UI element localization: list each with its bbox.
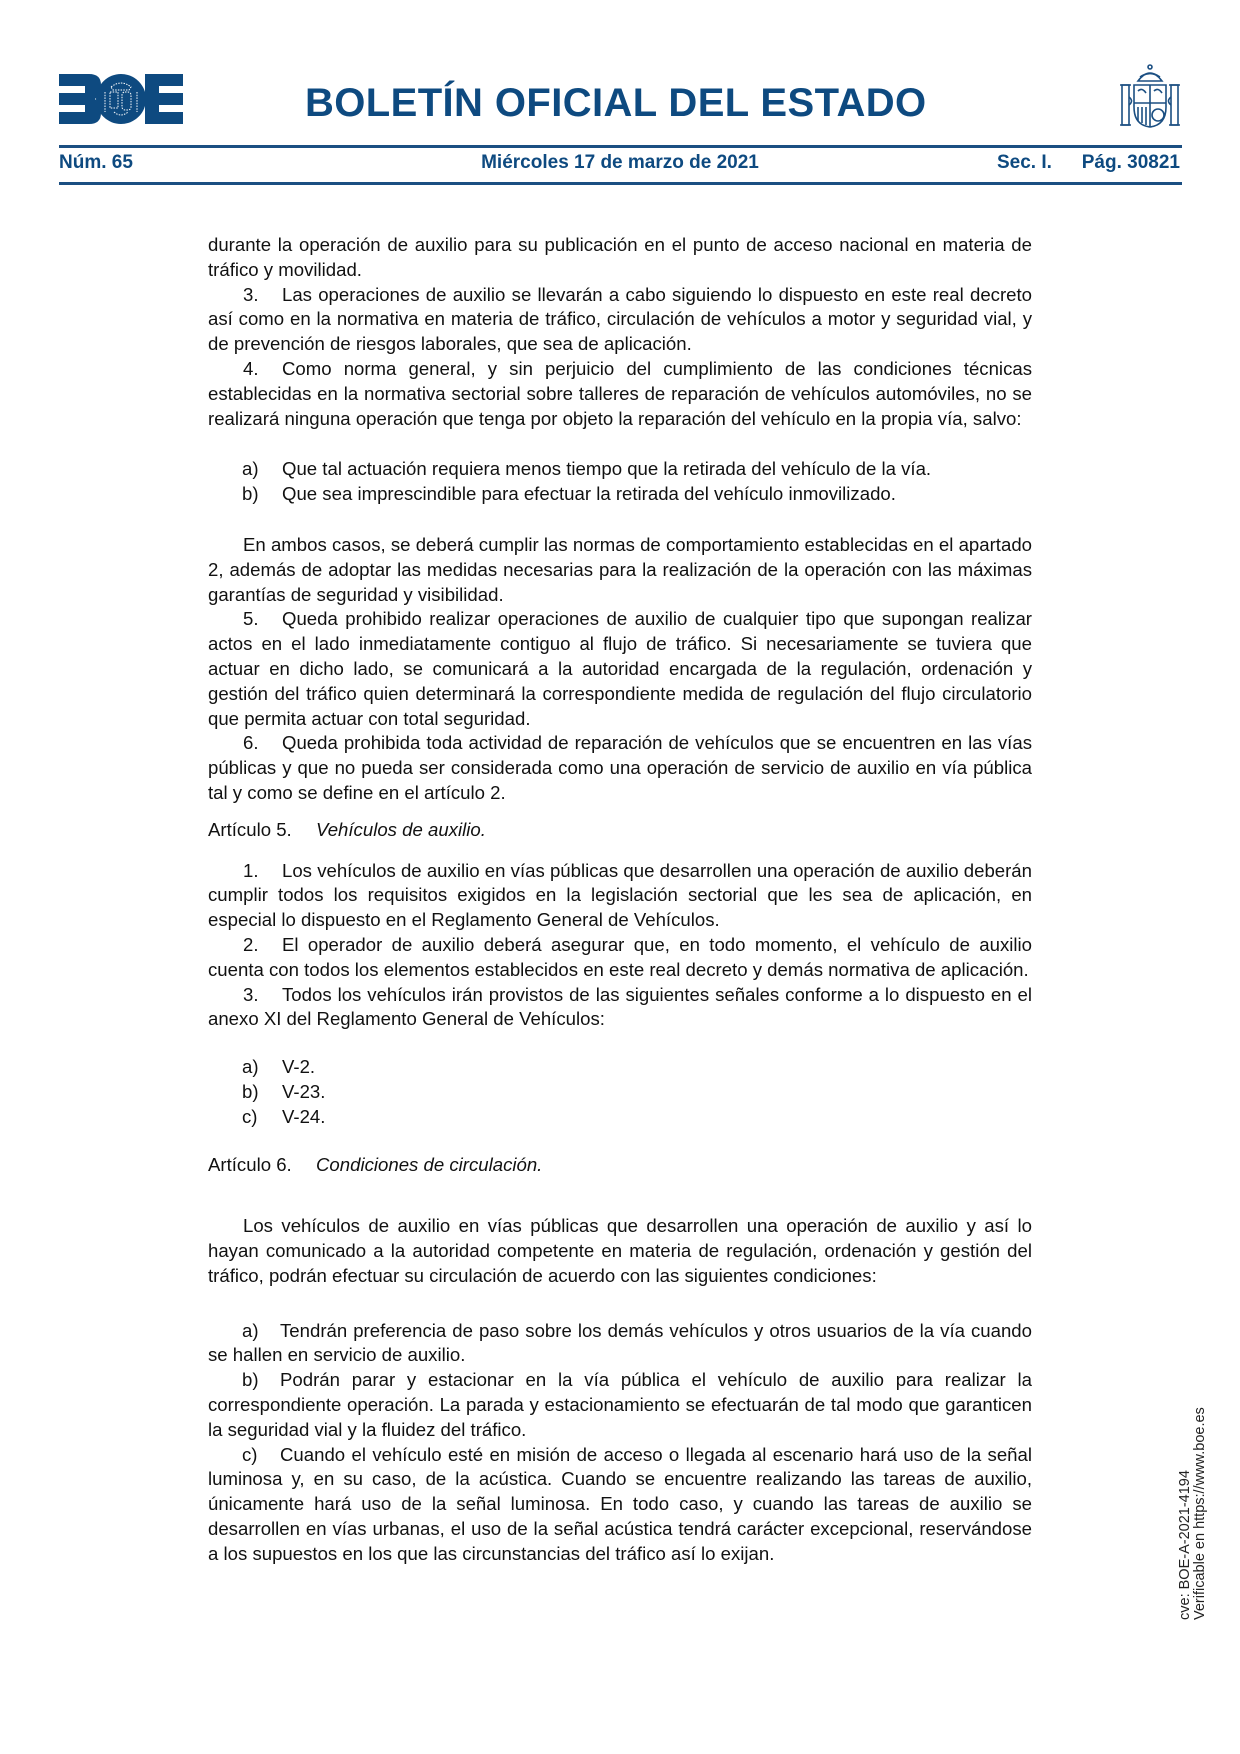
list-marker: b) bbox=[242, 483, 259, 505]
list-text: V-23. bbox=[282, 1080, 326, 1102]
paragraph-text: Como norma general, y sin perjuicio del cumplimiento de las condiciones técnicas establecidas en la normativa sectorial sobre talleres de reparación de vehículos automóviles, no se realizará ninguna operación que tenga por objeto la reparación del vehículo en la propia vía, salvo: bbox=[208, 357, 1032, 429]
section-label: Sec. I. bbox=[997, 152, 1052, 173]
list-text: Cuando el vehículo esté en misión de acceso o llegada al escenario hará uso de la señal luminosa y, en su caso, de la acústica. Cuando se encuentre realizando las tareas de auxilio, únicamente hará uso de la señal luminosa. En todo caso, y cuando las tareas de auxilio se desarrollen en vías urbanas, el uso de la señal acústica tendrá carácter excepcional, reservándose a los supuestos en los que las circunstancias del tráfico así lo exijan. bbox=[208, 1443, 1032, 1564]
list-item bbox=[208, 1080, 1032, 1105]
list-text: Podrán parar y estacionar en la vía pública el vehículo de auxilio para realizar la correspondiente operación. La parada y estacionamiento se efectuarán de tal modo que garanticen la seguridad vial y la fluidez del tráfico. bbox=[208, 1369, 1032, 1440]
list-item bbox=[208, 1105, 1032, 1130]
page-number: Pág. 30821 bbox=[1081, 152, 1180, 173]
paragraph-text: Todos los vehículos irán provistos de las siguientes señales conforme a lo dispuesto en el anexo XI del Reglamento General de Vehículos: bbox=[208, 983, 1032, 1030]
paragraph-text: Queda prohibida toda actividad de reparación de vehículos que se encuentren en las vías públicas y que no pueda ser considerada como una operación de servicio de auxilio en vía pública tal y como se define en el artículo 2. bbox=[208, 732, 1032, 803]
list-marker: a) bbox=[242, 1056, 259, 1078]
article-title: Vehículos de auxilio. bbox=[316, 818, 486, 840]
article-heading bbox=[208, 1153, 1032, 1178]
list-marker: c) bbox=[242, 1443, 258, 1465]
numbered-paragraph bbox=[208, 859, 1032, 933]
cve-code: cve: BOE-A-2021-4194 bbox=[1177, 1470, 1193, 1620]
numbered-paragraph bbox=[208, 983, 1032, 1033]
paragraph-number: 2. bbox=[243, 933, 259, 955]
header-rule-top bbox=[59, 145, 1182, 148]
list-item bbox=[208, 1319, 1032, 1369]
list-text: Que tal actuación requiera menos tiempo que la retirada del vehículo de la vía. bbox=[282, 458, 932, 480]
boe-logo bbox=[59, 74, 183, 124]
numbered-paragraph bbox=[208, 731, 1032, 805]
publication-title: BOLETÍN OFICIAL DEL ESTADO bbox=[305, 81, 927, 125]
paragraph-number: 3. bbox=[243, 283, 259, 305]
paragraph-number: 1. bbox=[243, 859, 259, 881]
list-item bbox=[208, 457, 1032, 482]
paragraph-number: 4. bbox=[243, 357, 259, 379]
list-marker: c) bbox=[242, 1105, 258, 1127]
header-rule-bottom bbox=[59, 182, 1182, 185]
list-item bbox=[208, 1368, 1032, 1442]
list-item bbox=[208, 482, 1032, 507]
article-heading bbox=[208, 818, 1032, 843]
paragraph-continuation: durante la operación de auxilio para su publicación en el punto de acceso nacional en materia de tráfico y movilidad. bbox=[208, 234, 1032, 280]
numbered-paragraph bbox=[208, 357, 1032, 431]
list-marker: a) bbox=[242, 458, 259, 480]
paragraph-text: El operador de auxilio deberá asegurar que, en todo momento, el vehículo de auxilio cuenta con todos los elementos establecidos en este real decreto y demás normativa de aplicación. bbox=[208, 933, 1032, 980]
article-label: Artículo 5. bbox=[208, 818, 292, 840]
numbered-paragraph bbox=[208, 607, 1032, 731]
article-title: Condiciones de circulación. bbox=[316, 1153, 543, 1175]
paragraph-text: Queda prohibido realizar operaciones de auxilio de cualquier tipo que supongan realizar actos en el lado inmediatamente contiguo al flujo de tráfico. Si necesariamente se tuviera que actuar en dicho lado, se comunicará a la autoridad encargada de la regulación, ordenación y gestión del tráfico quien determinará la correspondiente medida de regulación del flujo circulatorio que permita actuar con total seguridad. bbox=[208, 608, 1032, 729]
list-text: V-2. bbox=[282, 1056, 316, 1078]
paragraph-number: 6. bbox=[243, 732, 259, 754]
article-label: Artículo 6. bbox=[208, 1153, 292, 1175]
list-marker: a) bbox=[242, 1319, 259, 1341]
paragraph-number: 3. bbox=[243, 983, 259, 1005]
document-body bbox=[208, 233, 1032, 1567]
list-text: Que sea imprescindible para efectuar la retirada del vehículo inmovilizado. bbox=[282, 483, 896, 505]
paragraph-text: Las operaciones de auxilio se llevarán a cabo siguiendo lo dispuesto en este real decreto así como en la normativa en materia de tráfico, circulación de vehículos a motor y seguridad vial, y de prevención de riesgos laborales, que sea de aplicación. bbox=[208, 283, 1032, 355]
coat-of-arms-icon bbox=[1118, 63, 1182, 129]
issue-number: Núm. 65 bbox=[59, 152, 133, 173]
list-marker: b) bbox=[242, 1369, 259, 1391]
paragraph-number: 5. bbox=[243, 608, 259, 630]
paragraph: Los vehículos de auxilio en vías públicas que desarrollen una operación de auxilio y así lo hayan comunicado a la autoridad competente en materia de regulación, ordenación y gestión del tráfico, podrán efectuar su circulación de acuerdo con las siguientes condiciones: bbox=[208, 1215, 1032, 1286]
numbered-paragraph bbox=[208, 933, 1032, 983]
paragraph: En ambos casos, se deberá cumplir las normas de comportamiento establecidas en el apartado 2, además de adoptar las medidas necesarias para la realización de la operación con las máximas garantías de seguridad y visibilidad. bbox=[208, 533, 1032, 605]
paragraph-text: Los vehículos de auxilio en vías públicas que desarrollen una operación de auxilio deberán cumplir todos los requisitos exigidos en la legislación sectorial que les sea de aplicación, en especial lo dispuesto en el Reglamento General de Vehículos. bbox=[208, 859, 1032, 931]
verification-link[interactable]: Verificable en https://www.boe.es bbox=[1192, 1407, 1208, 1620]
numbered-paragraph bbox=[208, 283, 1032, 357]
issue-date: Miércoles 17 de marzo de 2021 bbox=[481, 152, 759, 173]
list-marker: b) bbox=[242, 1080, 259, 1102]
list-text: Tendrán preferencia de paso sobre los demás vehículos y otros usuarios de la vía cuando se hallen en servicio de auxilio. bbox=[208, 1319, 1032, 1366]
list-item bbox=[208, 1443, 1032, 1567]
verification-note bbox=[1178, 1407, 1208, 1620]
list-item bbox=[208, 1055, 1032, 1080]
list-text: V-24. bbox=[282, 1105, 326, 1127]
